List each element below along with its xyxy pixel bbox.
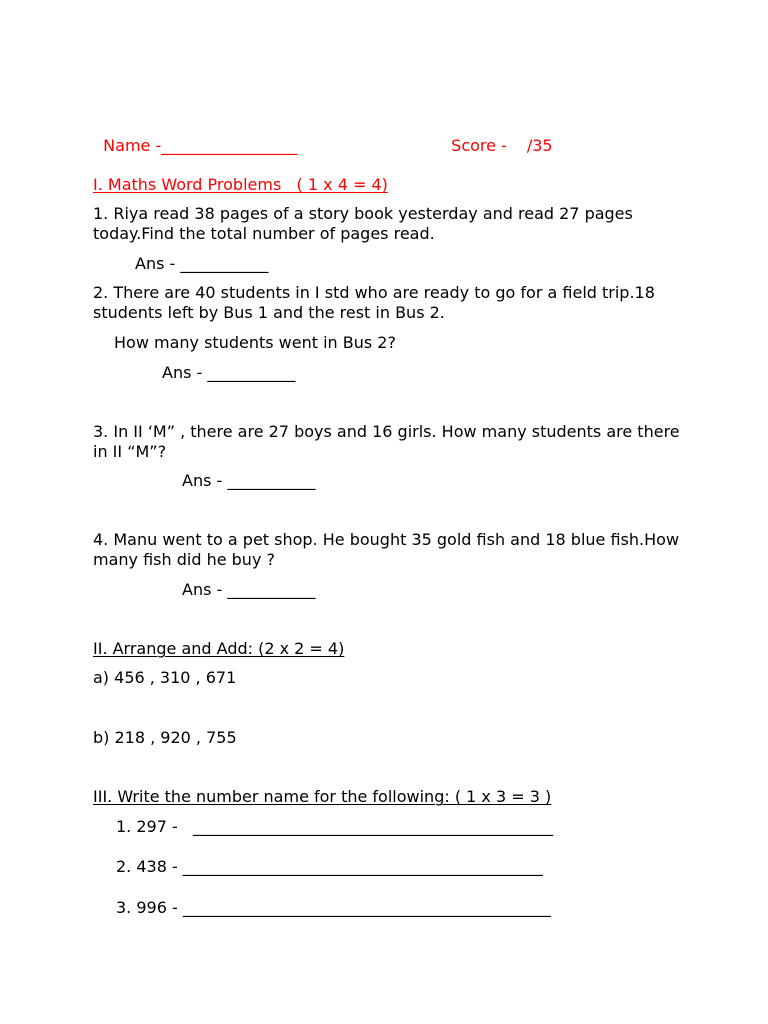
score-total: /35: [526, 136, 553, 155]
question-2: 2. There are 40 students in I std who are ready to go for a field trip.18 students left by Bus 1 and the rest in Bus 2.: [93, 283, 655, 322]
arrange-item-b: b) 218 , 920 , 755: [93, 728, 237, 747]
score-row: [441, 116, 553, 156]
section3-title: III. Write the number name for the following: ( 1 x 3 = 3 ): [93, 787, 552, 806]
name-row: [93, 116, 297, 156]
number-name-item: 1. 297 - _____________________________________________: [116, 817, 554, 836]
arrange-item-a: a) 456 , 310 , 671: [93, 668, 237, 687]
name-label: Name -: [103, 136, 162, 155]
question-1: 1. Riya read 38 pages of a story book yesterday and read 27 pages today.Find the total number of pages read.: [93, 204, 633, 243]
number-name-item: 3. 996 - ______________________________________________: [116, 898, 551, 917]
question-2-answer: Ans - ___________: [162, 363, 296, 382]
question-3: 3. In II ‘M” , there are 27 boys and 16 girls. How many students are there in II “M”?: [93, 422, 680, 461]
question-3-answer: Ans - ___________: [182, 471, 316, 490]
section2-title: II. Arrange and Add: (2 x 2 = 4): [93, 639, 345, 658]
question-2-subquestion: How many students went in Bus 2?: [114, 333, 396, 352]
question-4-answer: Ans - ___________: [182, 580, 316, 599]
question-1-answer: Ans - ___________: [135, 254, 269, 273]
section1-title: I. Maths Word Problems ( 1 x 4 = 4): [93, 175, 388, 194]
name-blank: _________________: [161, 136, 298, 155]
number-name-item: 2. 438 - _____________________________________________: [116, 857, 543, 876]
question-4: 4. Manu went to a pet shop. He bought 35 gold fish and 18 blue fish.How many fish did he buy ?: [93, 530, 680, 569]
score-label: Score -: [451, 136, 507, 155]
